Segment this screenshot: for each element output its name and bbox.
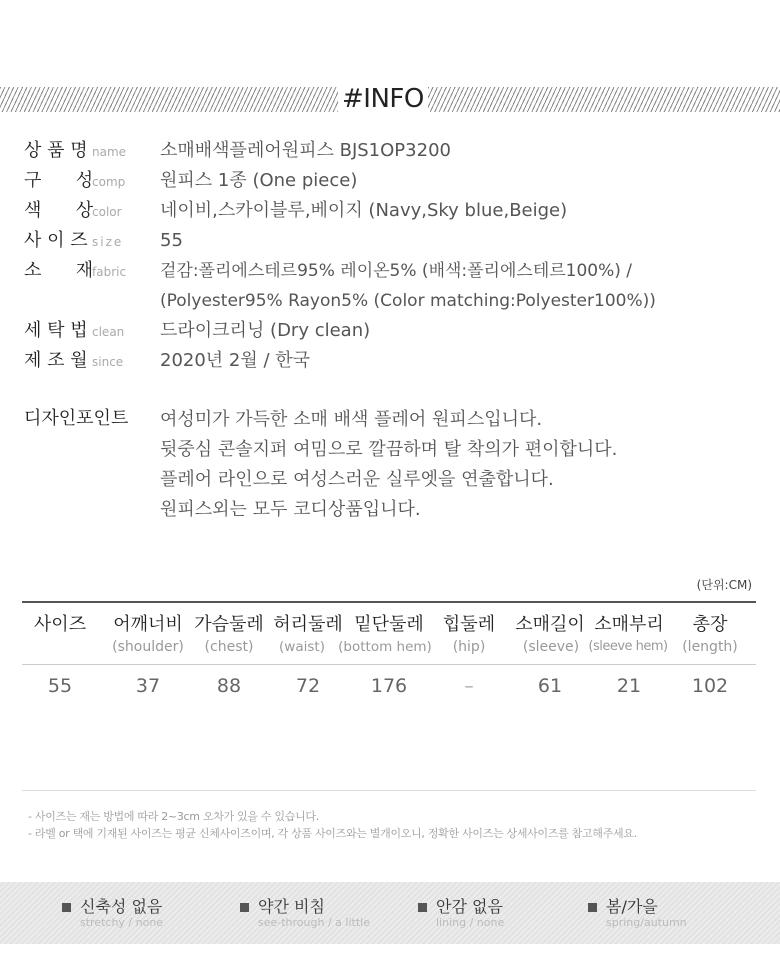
info-label: 세 탁 법 [24, 320, 88, 341]
size-header-en: (sleeve) [522, 639, 580, 655]
feature-label: 신축성 없음 [80, 897, 163, 916]
info-label: 사 이 즈 [24, 230, 88, 251]
size-header-en: (shoulder) [112, 639, 184, 655]
size-cell: 176 [370, 675, 408, 697]
feature-label: 약간 비침 [258, 897, 325, 916]
size-header-en: (chest) [204, 639, 254, 655]
size-header-en: (hip) [452, 639, 486, 655]
info-row-name [24, 138, 764, 164]
square-bullet-icon [588, 903, 597, 912]
size-cell: 61 [537, 675, 563, 697]
size-header-en: (sleeve hem) [588, 639, 668, 654]
info-sublabel: clean [92, 325, 125, 339]
info-row-clean [24, 318, 764, 344]
info-row-comp [24, 168, 764, 194]
design-point-text [160, 405, 617, 525]
size-note: - 라벨 or 택에 기재된 사이즈는 평균 신체사이즈이며, 각 상품 사이즈와는 별개이오니, 정확한 사이즈는 상세사이즈를 참고해주세요. [28, 827, 637, 840]
feature-label: 봄/가을 [606, 897, 658, 916]
info-row-since [24, 348, 764, 374]
size-cell: 55 [47, 675, 73, 697]
size-cell: 37 [135, 675, 161, 697]
square-bullet-icon [240, 903, 249, 912]
info-sublabel: color [92, 205, 122, 219]
info-row-color [24, 198, 764, 224]
info-sublabel: fabric [92, 265, 127, 279]
feature-sublabel: lining / none [436, 916, 505, 929]
size-cell: – [464, 675, 474, 697]
info-value-line2: (Polyester95% Rayon5% (Color matching:Polyester100%)) [160, 291, 656, 311]
size-cell: 72 [295, 675, 321, 697]
size-cell: 102 [691, 675, 729, 697]
size-cell: 88 [216, 675, 242, 697]
design-line: 뒷중심 콘솔지퍼 여밈으로 깔끔하며 탈 착의가 편이합니다. [160, 439, 618, 460]
size-header-en: (length) [682, 639, 738, 655]
size-header: 밑단둘레 [354, 614, 424, 635]
info-value: 겉감:폴리에스테르95% 레이온5% (배색:폴리에스테르100%) / [160, 261, 633, 281]
table-header-divider [22, 664, 756, 665]
info-value: 55 [160, 230, 183, 251]
feature-sublabel: see-through / a little [258, 916, 370, 929]
info-label: 상 품 명 [24, 140, 88, 161]
info-value: 네이비,스카이블루,베이지 (Navy,Sky blue,Beige) [160, 200, 568, 221]
info-label: 소 재 [24, 260, 94, 281]
size-header: 총장 [692, 614, 728, 635]
info-sublabel: size [92, 235, 124, 249]
design-line: 원피스외는 모두 코디상품입니다. [160, 499, 421, 520]
info-row-size [24, 228, 764, 254]
feature-label: 안감 없음 [436, 897, 503, 916]
square-bullet-icon [418, 903, 427, 912]
info-label: 색 상 [24, 200, 94, 221]
info-value: 원피스 1종 (One piece) [160, 170, 358, 191]
size-header-en: (waist) [279, 639, 325, 655]
size-header: 힙둘레 [442, 614, 496, 635]
design-line: 플레어 라인으로 여성스러운 실루엣을 연출합니다. [160, 469, 554, 490]
info-value: 2020년 2월 / 한국 [160, 350, 311, 371]
design-point-label: 디자인포인트 [24, 408, 129, 429]
info-label: 제 조 월 [24, 350, 88, 371]
square-bullet-icon [62, 903, 71, 912]
size-unit: (단위:CM) [696, 578, 752, 592]
info-value: 소매배색플레어원피스 BJS1OP3200 [160, 140, 451, 161]
info-label: 구 성 [24, 170, 94, 191]
size-header: 허리둘레 [273, 614, 343, 635]
feature-sublabel: spring/autumn [606, 916, 687, 929]
size-cell: 21 [616, 675, 642, 697]
info-sublabel: comp [92, 175, 126, 189]
design-line: 여성미가 가득한 소매 배색 플레어 원피스입니다. [160, 409, 543, 430]
size-header: 사이즈 [33, 614, 87, 635]
size-header: 소매부리 [594, 614, 664, 635]
info-value: 드라이크리닝 (Dry clean) [160, 320, 371, 341]
size-header-en: (bottom hem) [338, 639, 432, 655]
size-header: 소매길이 [515, 614, 585, 635]
size-header: 어깨너비 [113, 614, 183, 635]
feature-sublabel: stretchy / none [80, 916, 164, 929]
size-note: - 사이즈는 재는 방법에 따라 2~3cm 오차가 있을 수 있습니다. [28, 810, 319, 823]
info-row-fabric [24, 258, 764, 314]
table-bottom-divider [22, 790, 756, 791]
info-sublabel: name [92, 145, 127, 159]
size-header: 가슴둘레 [194, 614, 264, 635]
info-sublabel: since [92, 355, 124, 369]
table-top-divider [22, 601, 756, 603]
section-title: #INFO [338, 84, 428, 114]
